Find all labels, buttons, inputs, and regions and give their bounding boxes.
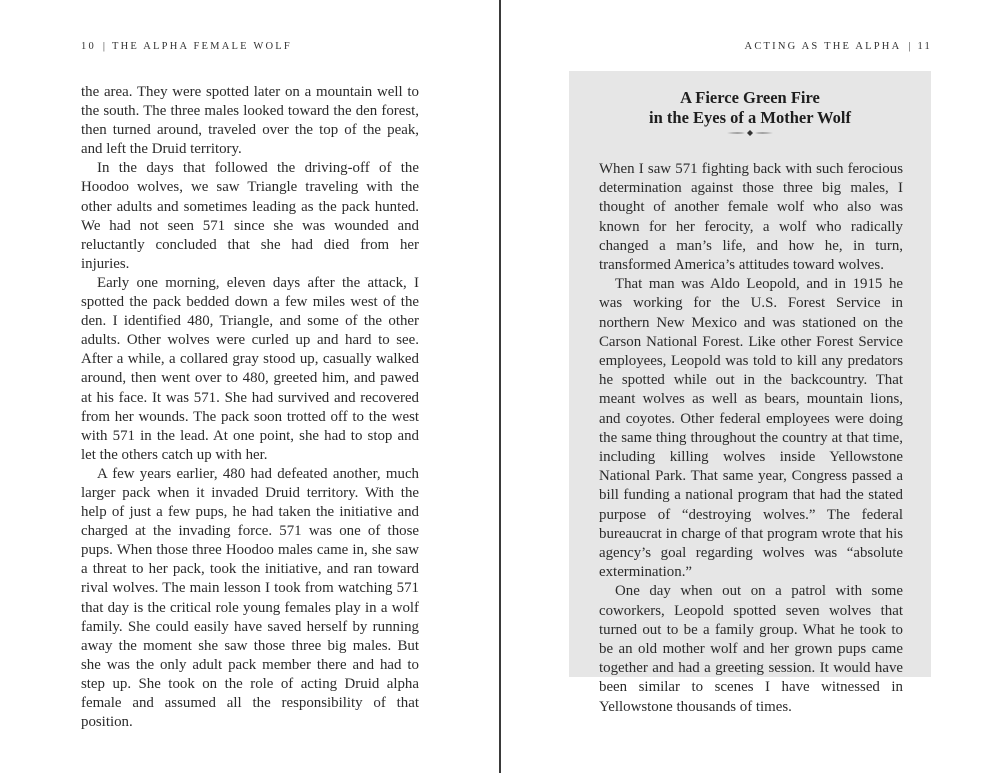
sidebar-paragraph-3: One day when out on a patrol with some coworkers, Leopold spotted seven wolves that turned out to be a family group. What he took to be an old mother wolf and her grown pups came together and had a greeting session. It would have been similar to scenes I have witnessed in Yellowstone thousands of times.	[599, 583, 903, 715]
sidebar-box	[569, 71, 931, 715]
left-paragraph-3: Early one morning, eleven days after the attack, I spotted the pack bedded down a few miles west of the den. I identified 480, Triangle, and some of the other adults. Other wolves were curled up and hard to see. After a while, a collared gray stood up, casually walked around, then went over to 480, greeted him, and pawed at his face. It was 571. She had survived and recovered from her wounds. The pack soon trotted off to the west with 571 in the lead. At one point, she had to stop and let the others catch up with her.	[81, 274, 419, 463]
sidebar-title-line-2: in the Eyes of a Mother Wolf	[649, 107, 851, 127]
flourish-divider-icon	[727, 129, 773, 137]
sidebar-title	[569, 88, 931, 127]
left-running-head-title: THE ALPHA FEMALE WOLF	[112, 41, 292, 52]
right-running-head-title: ACTING AS THE ALPHA	[744, 41, 902, 52]
right-running-head	[745, 41, 932, 52]
left-paragraph-1: the area. They were spotted later on a mountain well to the south. The three males looked toward the den forest, then turned around, traveled over the top of the peak, and left the Druid territory.	[81, 84, 419, 158]
right-page	[501, 0, 1000, 773]
left-paragraph-4: A few years earlier, 480 had defeated another, much larger pack when it invaded Druid territory. With the help of just a few pups, he had taken the initiative and charged at the invading force. 571 was one of those pups. When those three Hoodoo males came in, she saw a threat to her pack, took the initiative, and ran toward rival wolves. The main lesson I took from watching 571 that day is the critical role young females play in a wolf family. She could easily have saved herself by running away the moment she saw those three big males. But she was the only adult pack member there and had to step up. She took on the role of acting Druid alpha female and assumed all the responsibility of that position.	[81, 465, 419, 731]
sidebar-title-line-1: A Fierce Green Fire	[680, 88, 820, 107]
right-page-number: 11	[917, 41, 932, 52]
left-body-text	[81, 83, 419, 732]
left-running-head-separator: |	[102, 41, 106, 52]
right-running-head-separator: |	[908, 41, 911, 52]
sidebar-paragraph-2: That man was Aldo Leopold, and in 1915 he was working for the U.S. Forest Service in northern New Mexico and was stationed on the Carson National Forest. Like other Forest Service employees, Leopold was told to kill any predators he spotted while out in the backcountry. That meant wolves as well as bears, mountain lions, and coyotes. Other federal employees were doing the same thing throughout the country at that time, including killing wolves inside Yellowstone National Park. That same year, Congress passed a bill funding a national program that had the stated purpose of “destroying wolves.” The federal bureaucrat in charge of that program wrote that his agency’s goal regarding wolves was “absolute extermination.”	[599, 276, 903, 581]
left-running-head	[81, 41, 292, 52]
sidebar-paragraph-1: When I saw 571 fighting back with such ferocious determination against those three big males, I thought of another female wolf who also was known for her ferocity, a wolf who radically changed a man’s life, and how he, in turn, transformed America’s attitudes toward wolves.	[599, 161, 903, 274]
left-page-number: 10	[81, 41, 96, 52]
sidebar-body-text	[599, 160, 903, 717]
left-paragraph-2: In the days that followed the driving-off of the Hoodoo wolves, we saw Triangle traveling with the other adults and sometimes leading as the pack hunted. We had not seen 571 since she was wounded and reluctantly concluded that she had died from her injuries.	[81, 160, 419, 272]
